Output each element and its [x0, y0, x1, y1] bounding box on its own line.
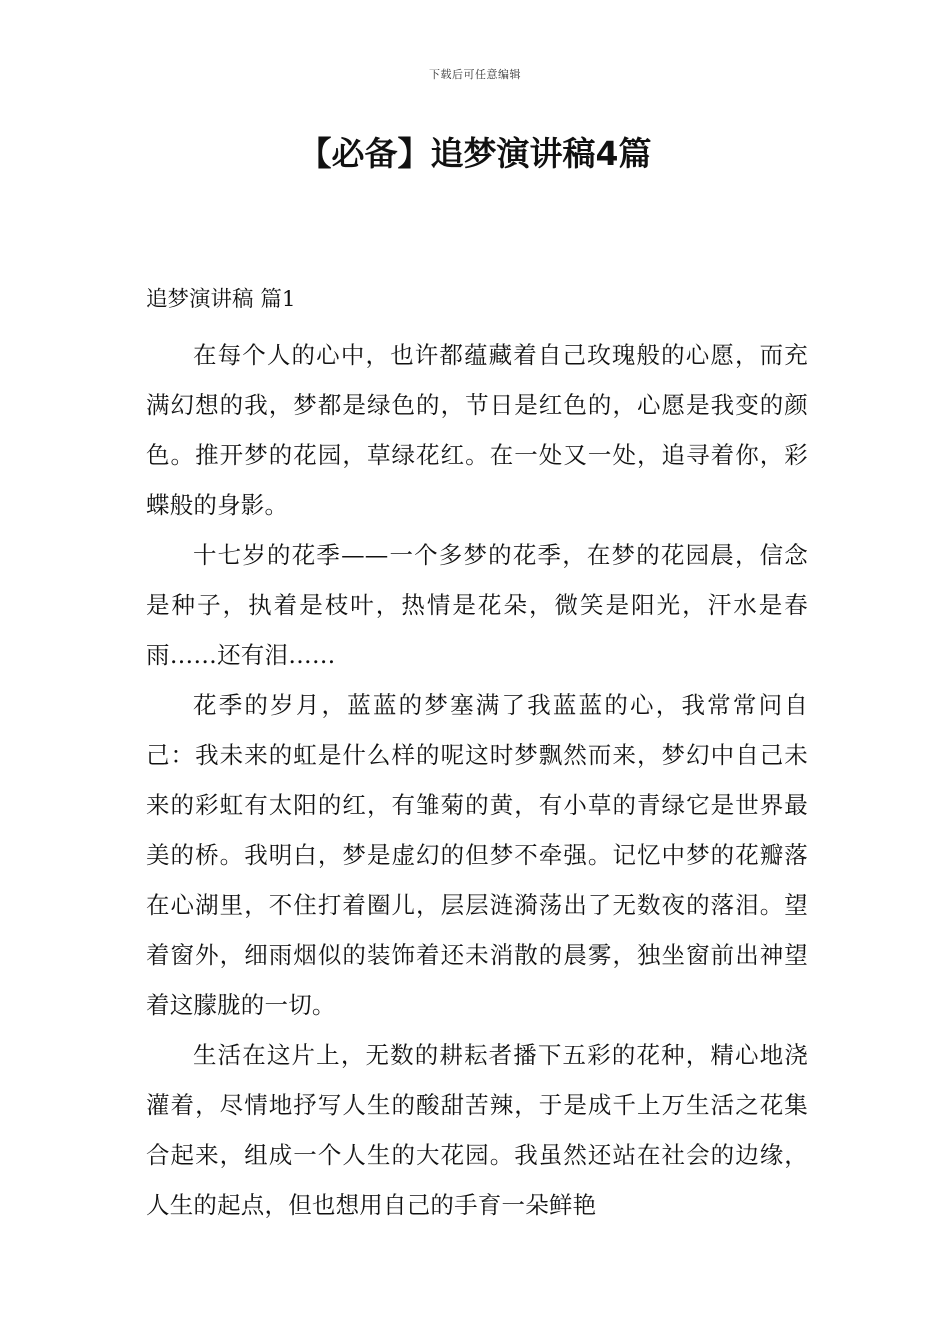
section-heading: 追梦演讲稿 篇1: [146, 287, 296, 312]
header-note: 下载后可任意编辑: [429, 68, 521, 81]
paragraph: 十七岁的花季——一个多梦的花季，在梦的花园晨，信念是种子，执着是枝叶，热情是花朵，微笑是阳光，汗水是春雨……还有泪……: [146, 541, 808, 669]
document-title: 【必备】追梦演讲稿4篇: [298, 134, 652, 173]
body-text: [146, 330, 808, 1230]
paragraph: 在每个人的心中，也许都蕴藏着自己玫瑰般的心愿，而充满幻想的我，梦都是绿色的，节日是红色的，心愿是我变的颜色。推开梦的花园，草绿花红。在一处又一处，追寻着你，彩蝶般的身影。: [146, 341, 808, 519]
paragraph: 生活在这片上，无数的耕耘者播下五彩的花种，精心地浇灌着，尽情地抒写人生的酸甜苦辣，于是成千上万生活之花集合起来，组成一个人生的大花园。我虽然还站在社会的边缘，人生的起点，但也想用自己的手育一朵鲜艳: [146, 1041, 808, 1219]
paragraph: 花季的岁月，蓝蓝的梦塞满了我蓝蓝的心，我常常问自己：我未来的虹是什么样的呢这时梦飘然而来，梦幻中自己未来的彩虹有太阳的红，有雏菊的黄，有小草的青绿它是世界最美的桥。我明白，梦是虚幻的但梦不牵强。记忆中梦的花瓣落在心湖里，不住打着圈儿，层层涟漪荡出了无数夜的落泪。望着窗外，细雨烟似的装饰着还未消散的晨雾，独坐窗前出神望着这朦胧的一切。: [146, 691, 808, 1019]
